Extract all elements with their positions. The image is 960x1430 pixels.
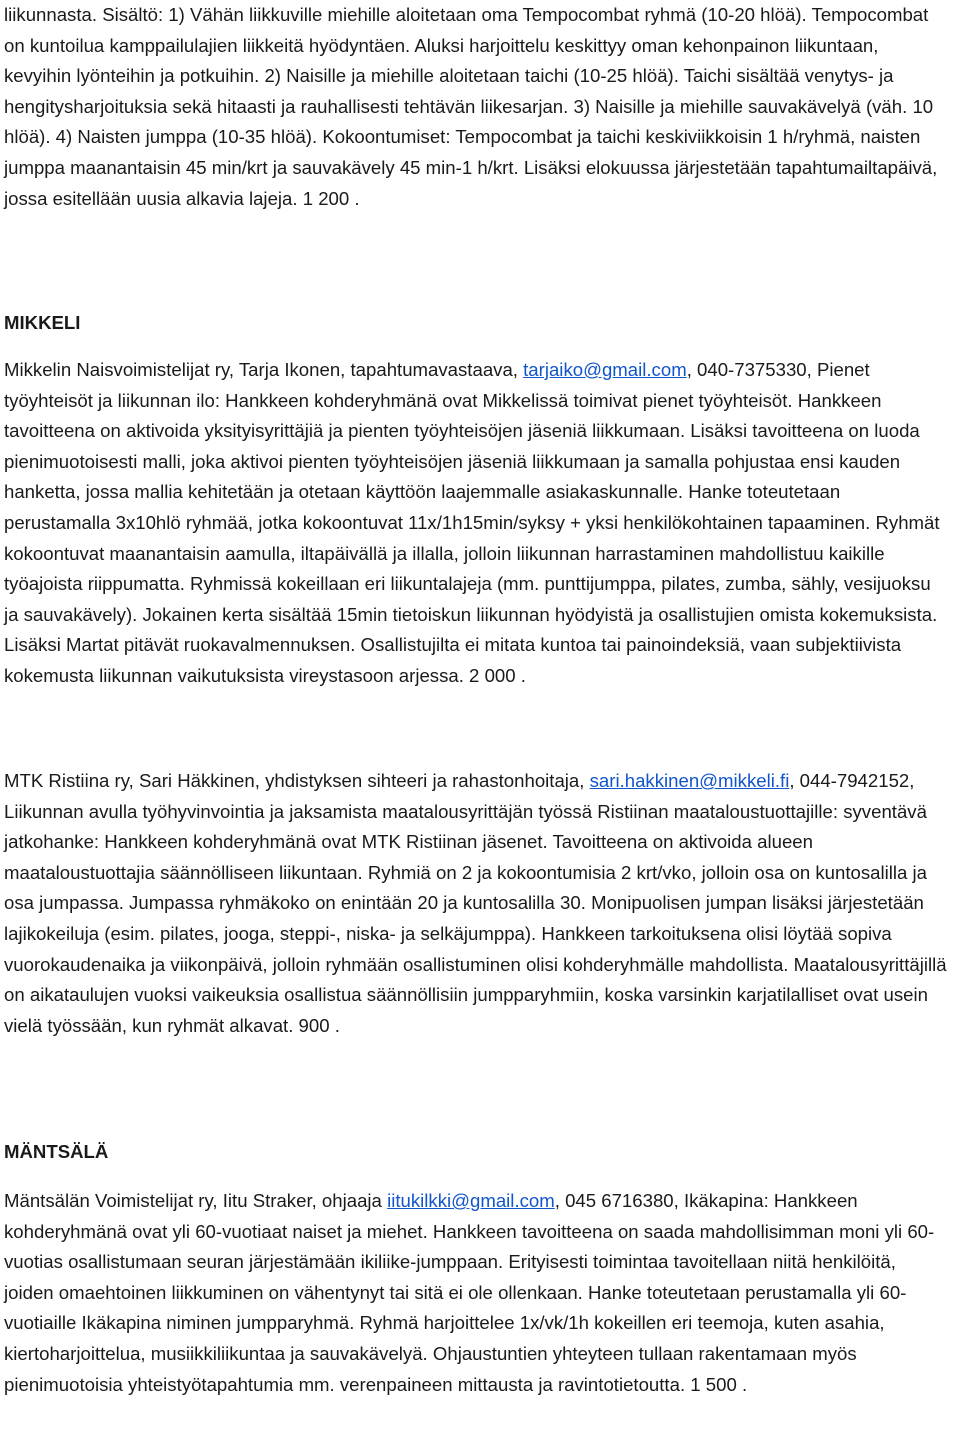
mantsala-entry-1 <box>4 1186 944 1400</box>
intro-paragraph <box>4 0 949 214</box>
mikkeli-entry-2-before: MTK Ristiina ry, Sari Häkkinen, yhdistyksen sihteeri ja rahastonhoitaja, <box>4 770 590 791</box>
mantsala-entry-1-after: , 045 6716380, Ikäkapina: Hankkeen kohderyhmänä ovat yli 60-vuotiaat naiset ja miehet. Hankkeen tavoitteena on saada mahdollisimman moni yli 60-vuotias osallistumaan seuran järjestämään ikiliike-jumppaan. Erityisesti toimintaa tavoitellaan niitä henkilöitä, joiden omaehtoinen liikkuminen on vähentynyt tai sitä ei ole ollenkaan. Hanke toteutetaan perustamalla yli 60-vuotiaille Ikäkapina niminen jumpparyhmä. Ryhmä harjoittelee 1x/vk/1h kokeillen eri teemoja, kuten asahia, kiertoharjoittelua, musiikkiliikuntaa ja sauvakävelyä. Ohjaustuntien yhteyteen tullaan rakentamaan myös pienimuotoisia yhteistyötapahtumia mm. verenpaineen mittausta ja ravintotietoutta. 1 500 . <box>4 1190 935 1395</box>
mikkeli-entry-1-after: , 040-7375330, Pienet työyhteisöt ja liikunnan ilo: Hankkeen kohderyhmänä ovat Mikkelissä toimivat pienet työyhteisöt. Hankkeen tavoitteena on aktivoida yksityisyrittäjiä ja pienten työyhteisöjen jäseniä liikkumaan. Lisäksi tavoitteena on luoda pienimuotoisesti malli, joka aktivoi pienten työyhteisöjen jäseniä liikkumaan ja samalla pohjustaa ensi kauden hanketta, jossa mallia kehitetään ja otetaan käyttöön laajemmalle asiakaskunnalle. Hanke toteutetaan perustamalla 3x10hlö ryhmää, jotka kokoontuvat 11x/1h15min/syksy + yksi henkilökohtainen tapaaminen. Ryhmät kokoontuvat maanantaisin aamulla, iltapäivällä ja illalla, jolloin liikunnan harrastaminen mahdollistuu kaikille työajoista riippumatta. Ryhmissä kokeillaan eri liikuntalajeja (mm. punttijumppa, pilates, zumba, sähly, vesijuoksu ja sauvakävely). Jokainen kerta sisältää 15min tietoiskun liikunnan hyödyistä ja osallistujien omista kokemuksista. Lisäksi Martat pitävät ruokavalmennuksen. Osallistujilta ei mitata kuntoa tai painoindeksiä, vaan subjektiivista kokemusta liikunnan vaikutuksista vireystasoon arjessa. 2 000 . <box>4 359 940 686</box>
email-link-tarjaiko[interactable]: tarjaiko@gmail.com <box>523 359 687 380</box>
email-link-sari-hakkinen[interactable]: sari.hakkinen@mikkeli.fi <box>589 770 790 791</box>
mikkeli-entry-2-after: , 044-7942152, Liikunnan avulla työhyvinvointia ja jaksamista maatalousyrittäjän työssä Ristiinan maataloustuottajille: syventävä jatkohanke: Hankkeen kohderyhmänä ovat MTK Ristiinan jäsenet. Tavoitteena on aktivoida alueen maataloustuottajia säännölliseen liikuntaan. Ryhmiä on 2 ja kokoontumisia 2 krt/vko, jolloin osa on kuntosalilla ja osa jumpassa. Jumpassa ryhmäkoko on enintään 20 ja kuntosalilla 30. Monipuolisen jumpan lisäksi järjestetään lajikokeiluja (esim. pilates, jooga, steppi-, niska- ja selkäjumppa). Hankkeen tarkoituksena olisi löytää sopiva vuorokaudenaika ja viikonpäivä, jolloin ryhmään osallistuminen olisi kohderyhmälle mahdollista. Maatalousyrittäjillä on aikataulujen vuoksi vaikeuksia osallistua säännöllisiin jumpparyhmiin, koska varsinkin karjatilalliset ovat usein vielä työssään, kun ryhmät alkavat. 900 . <box>4 770 947 1036</box>
email-link-iitukilkki[interactable]: iitukilkki@gmail.com <box>387 1190 555 1211</box>
mantsala-entry-1-before: Mäntsälän Voimistelijat ry, Iitu Straker, ohjaaja <box>4 1190 388 1211</box>
mikkeli-entry-1 <box>4 355 949 692</box>
mikkeli-entry-2 <box>4 766 952 1041</box>
intro-text: liikunnasta. Sisältö: 1) Vähän liikkuville miehille aloitetaan oma Tempocombat ryhmä (10-20 hlöä). Tempocombat on kuntoilua kamppailulajien liikkeitä hyödyntäen. Aluksi harjoittelu keskittyy oman kehonpainon liikuntaan, kevyihin lyönteihin ja potkuihin. 2) Naisille ja miehille aloitetaan taichi (10-25 hlöä). Taichi sisältää venytys- ja hengitysharjoituksia sekä hitaasti ja rauhallisesti tehtävän liikesarjan. 3) Naisille ja miehille sauvakävelyä (väh. 10 hlöä). 4) Naisten jumppa (10-35 hlöä). Kokoontumiset: Tempocombat ja taichi keskiviikkoisin 1 h/ryhmä, naisten jumppa maanantaisin 45 min/krt ja sauvakävely 45 min-1 h/krt. Lisäksi elokuussa järjestetään tapahtumailtapäivä, jossa esitellään uusia alkavia lajeja. 1 200 . <box>4 4 938 209</box>
mikkeli-entry-1-before: Mikkelin Naisvoimistelijat ry, Tarja Ikonen, tapahtumavastaava, <box>4 359 524 380</box>
section-heading-mikkeli: MIKKELI <box>4 312 81 333</box>
section-heading-mantsala: MÄNTSÄLÄ <box>4 1141 109 1162</box>
